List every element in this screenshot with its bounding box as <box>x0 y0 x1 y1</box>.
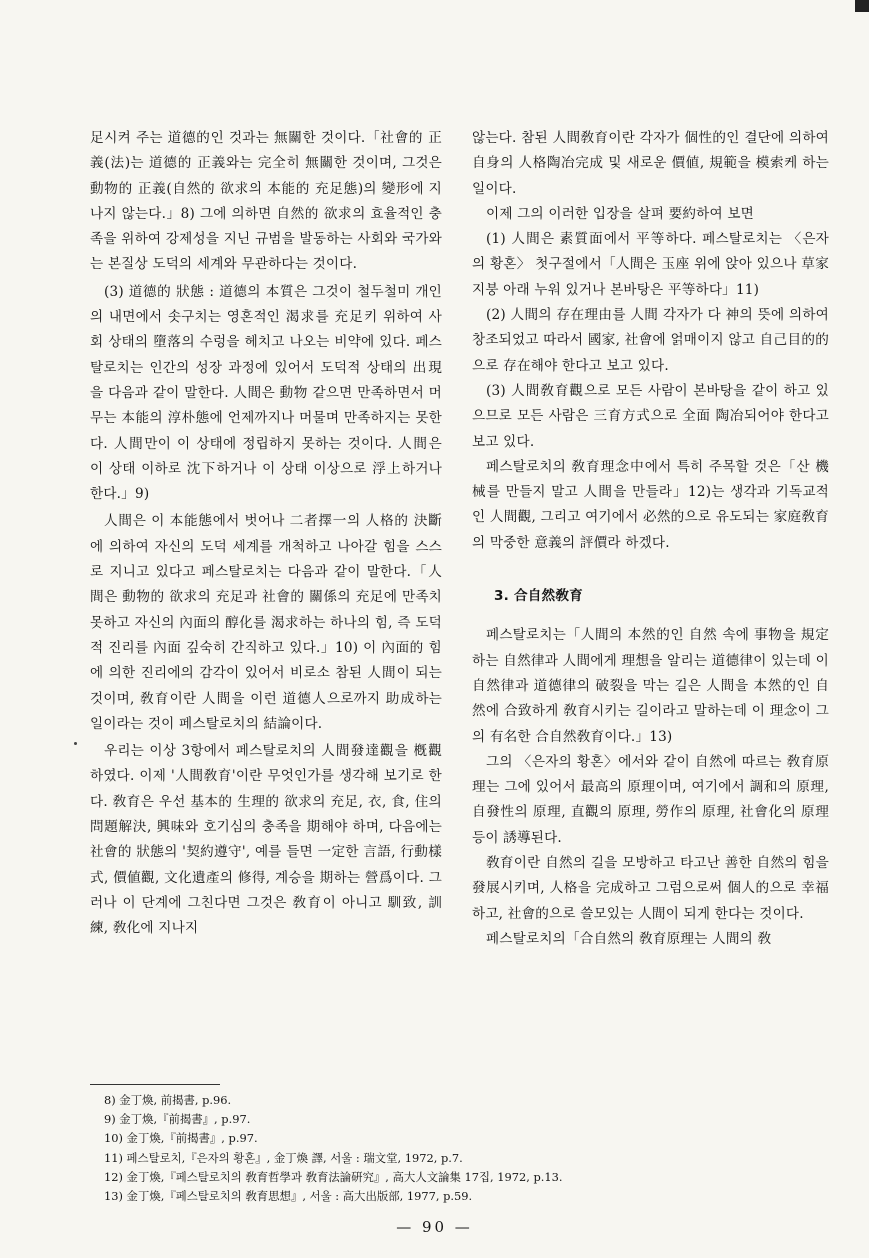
section-heading: 3. 合自然敎育 <box>494 588 583 605</box>
page-number: — 90 — <box>396 1218 473 1236</box>
paragraph: 그의 〈은자의 황혼〉에서와 같이 自然에 따르는 敎育原理는 그에 있어서 最高의 原理이며, 여기에서 調和의 原理, 自發性의 原理, 直觀의 原理, 勞作의 原理, 社會化의 原理 등이 誘導된다. <box>472 753 829 846</box>
left-column <box>90 126 442 942</box>
footnote: 10) 金丁煥,『前揭書』, p.97. <box>104 1131 258 1146</box>
footnote: 9) 金丁煥,『前揭書』, p.97. <box>104 1112 251 1127</box>
paragraph: (3) 人間敎育觀으로 모든 사람이 본바탕을 같이 하고 있으므로 모든 사람은 三育方式으로 全面 陶冶되어야 한다고 보고 있다. <box>472 382 829 450</box>
paragraph: 우리는 이상 3항에서 페스탈로치의 人間發達觀을 槪觀하였다. 이제 '人間敎育'이란 무엇인가를 생각해 보기로 한다. 敎育은 우선 基本的 生理的 欲求의 充足, 衣, 食, 住의 問題解決, 興味와 호기심의 충족을 期해야 하며, 다음에는 社會的 狀態의 '契約遵守', 예를 들면 一定한 言語, 行動樣式, 價値觀, 文化遺產의 修得, 계승을 期하는 營爲이다. 그러나 이 단계에 그친다면 그것은 敎育이 아니고 馴致, 訓練, 敎化에 지나지 <box>90 743 442 937</box>
paragraph: 敎育이란 自然의 길을 모방하고 타고난 善한 自然의 힘을 發展시키며, 人格을 完成하고 그럼으로써 個人的으로 幸福하고, 社會的으로 쓸모있는 人間이 되게 한다는 것이다. <box>472 855 829 922</box>
footnote: 13) 金丁煥,『페스탈로치의 敎育思想』, 서울 : 高大出版部, 1977, p.59. <box>104 1189 473 1204</box>
paragraph: 페스탈로치의「合自然의 敎育原理는 人間의 敎 <box>486 930 772 947</box>
scan-edge-mark <box>855 0 869 12</box>
paragraph: (3) 道德的 狀態 : 道德의 本質은 그것이 철두철미 개인의 내면에서 솟구치는 영혼적인 渴求를 充足키 위하여 사회 상태의 墮落의 수렁을 헤치고 나오는 비약에 있다. 페스탈로치는 인간의 성장 과정에 있어서 도덕적 상태의 出現을 다음과 같이 말한다. 人間은 動物 같으면 만족하면서 머무는 本能의 淳朴態에 언제까지나 머물며 만족하지는 못한다. 人間만이 이 상태에 정립하지 못하는 것이다. 人間은 이 상태 이하로 沈下하거나 이 상태 이상으로 浮上하거나 한다.」9) <box>90 283 442 503</box>
paragraph: (1) 人間은 素質面에서 平等하다. 페스탈로치는 〈은자의 황혼〉 첫구절에서「人間은 玉座 위에 앉아 있으나 草家지붕 아래 누워 있거나 본바탕은 平等하다」11) <box>472 231 829 298</box>
paragraph: 이제 그의 이러한 입장을 살펴 要約하여 보면 <box>486 205 755 222</box>
paragraph: 人間은 이 本能態에서 벗어나 二者擇一의 人格的 決斷에 의하여 자신의 도덕 세계를 개척하고 나아갈 힘을 스스로 지니고 있다고 페스탈로치는 다음과 같이 말한다.「人間은 動物的 欲求의 充足과 社會的 關係의 充足에 만족치 못하고 자신의 內面의 醇化를 渴求하는 하나의 힘, 즉 도덕적 진리를 內面 깊숙히 간직하고 있다.」10) 이 內面的 힘에 의한 진리에의 감각이 있어서 비로소 참된 人間이 되는 것이며, 敎育이란 人間을 이런 道德人으로까지 助成하는 일이라는 것이 페스탈로치의 結論이다. <box>90 513 442 732</box>
footnote-divider <box>90 1084 220 1085</box>
footnotes <box>104 1091 804 1206</box>
paragraph: 페스탈로치의 敎育理念中에서 특히 주목할 것은「산 機械를 만들지 말고 人間을 만들라」12)는 생각과 기독교적인 人間觀, 그리고 여기에서 必然的으로 유도되는 家庭敎育의 막중한 意義의 評價라 하겠다. <box>472 458 829 551</box>
paragraph: 足시켜 주는 道德的인 것과는 無關한 것이다.「社會的 正義(法)는 道德的 正義와는 完全히 無關한 것이며, 그것은 動物的 正義(自然的 欲求의 本能的 充足態)의 變形에 지나지 않는다.」8) 그에 의하면 自然的 欲求의 효율적인 충족을 위하여 강제성을 지닌 규범을 발동하는 사회와 국가와는 본질상 도덕의 세계와 무관하다는 것이다. <box>90 130 442 273</box>
right-column <box>472 126 829 952</box>
footnote: 11) 페스탈로치,『은자의 황혼』, 金丁煥 譯, 서울 : 瑞文堂, 1972, p.7. <box>104 1150 463 1165</box>
paragraph: 않는다. 참된 人間敎育이란 각자가 個性的인 결단에 의하여 自身의 人格陶冶完成 및 새로운 價値, 規範을 模索케 하는 일이다. <box>472 130 829 197</box>
paragraph: (2) 人間의 存在理由를 人間 각자가 다 神의 뜻에 의하여 창조되었고 따라서 國家, 社會에 얽매이지 않고 自己目的的으로 存在해야 한다고 보고 있다. <box>472 307 829 374</box>
margin-dot <box>74 742 77 745</box>
paragraph: 페스탈로치는「人間의 本然的인 自然 속에 事物을 規定하는 自然律과 人間에게 理想을 알리는 道德律이 있는데 이 自然律과 道德律의 破裂을 막는 길은 人間을 本然的인 自然에 合致하게 敎育시키는 길이라고 말하는데 이 理念이 그의 有名한 合自然敎育이다.」13) <box>472 627 829 745</box>
footnote: 12) 金丁煥,『페스탈로치의 敎育哲學과 敎育法論硏究』, 高大人文論集 17집, 1972, p.13. <box>104 1169 563 1184</box>
footnote: 8) 金丁煥, 前揭書, p.96. <box>104 1093 232 1107</box>
